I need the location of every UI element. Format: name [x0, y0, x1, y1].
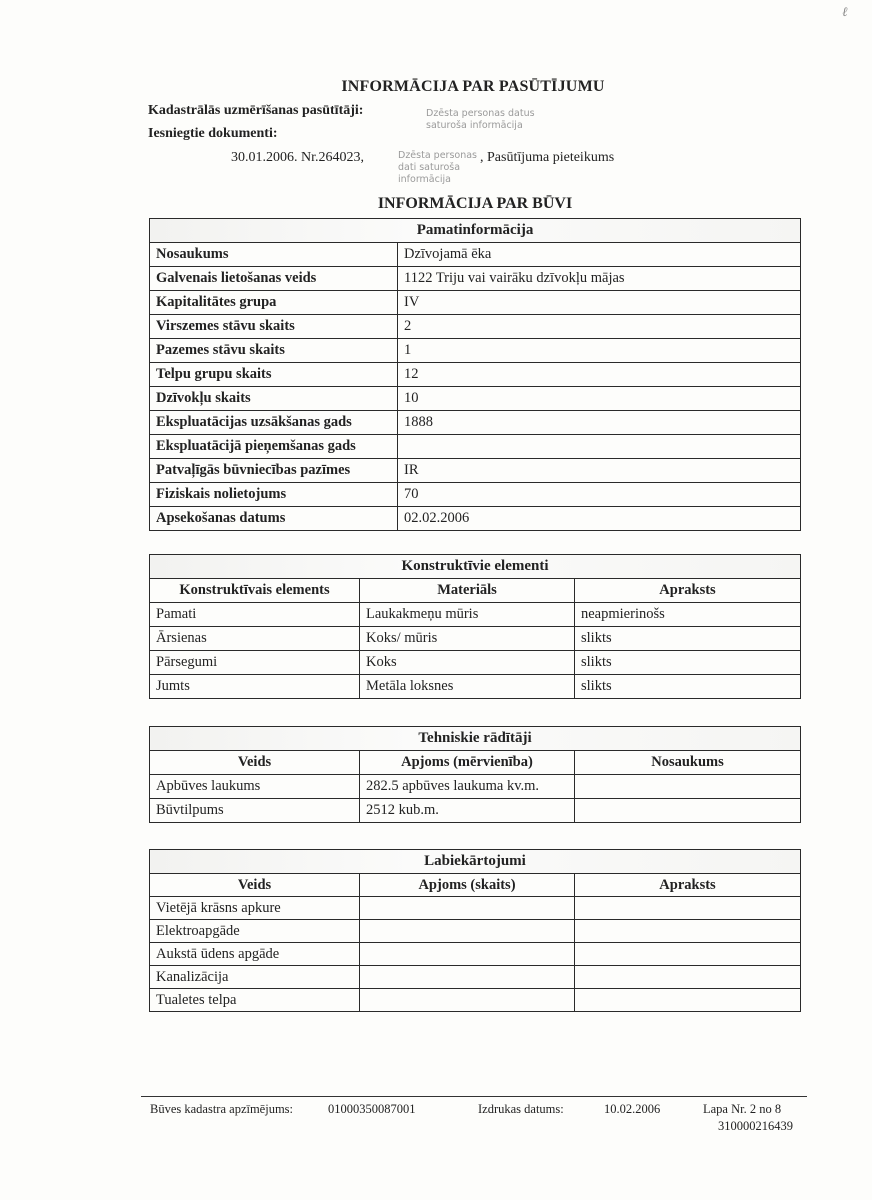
amenities-column-header: Apjoms (skaits) [360, 874, 575, 897]
amenities-table [149, 849, 801, 1012]
basic-info-row [150, 243, 801, 267]
amenities-cell [575, 966, 801, 989]
basic-info-row [150, 387, 801, 411]
technical-cell [575, 775, 801, 799]
amenities-row [150, 989, 801, 1012]
construction-row [150, 627, 801, 651]
construction-cell: Jumts [150, 675, 360, 699]
technical-cell [575, 799, 801, 823]
construction-column-header: Apraksts [575, 579, 801, 603]
basic-info-row [150, 507, 801, 531]
basic-info-key: Kapitalitātes grupa [150, 291, 398, 315]
basic-info-value: 1 [398, 339, 801, 363]
basic-info-row [150, 267, 801, 291]
basic-info-caption: Pamatinformācija [150, 219, 801, 243]
basic-info-key: Dzīvokļu skaits [150, 387, 398, 411]
cadastre-value: 01000350087001 [328, 1102, 416, 1116]
basic-info-key: Virszemes stāvu skaits [150, 315, 398, 339]
basic-info-row [150, 483, 801, 507]
document-number: 310000216439 [718, 1119, 793, 1133]
print-date-label: Izdrukas datums: [478, 1102, 564, 1116]
customer-label: Kadastrālās uzmērīšanas pasūtītāji: [148, 103, 364, 118]
construction-cell: Pamati [150, 603, 360, 627]
amenities-cell [575, 943, 801, 966]
construction-caption: Konstruktīvie elementi [150, 555, 801, 579]
technical-cell: Apbūves laukums [150, 775, 360, 799]
page-number: Lapa Nr. 2 no 8 [703, 1102, 782, 1116]
building-section-title: INFORMĀCIJA PAR BŪVI [377, 195, 573, 212]
basic-info-value: 1122 Triju vai vairāku dzīvokļu mājas [398, 267, 801, 291]
basic-info-table [149, 218, 801, 531]
technical-cell: 2512 kub.m. [360, 799, 575, 823]
amenities-row [150, 943, 801, 966]
basic-info-row [150, 459, 801, 483]
basic-info-key: Nosaukums [150, 243, 398, 267]
basic-info-value: 2 [398, 315, 801, 339]
basic-info-value: 1888 [398, 411, 801, 435]
documents-redacted-stamp: Dzēsta personas dati saturoša informācija [398, 150, 477, 185]
basic-info-value: 12 [398, 363, 801, 387]
amenities-column-header: Veids [150, 874, 360, 897]
basic-info-key: Telpu grupu skaits [150, 363, 398, 387]
customer-redacted-stamp: Dzēsta personas datus saturoša informācija [426, 108, 535, 131]
construction-cell: slikts [575, 675, 801, 699]
construction-cell: Pārsegumi [150, 651, 360, 675]
amenities-cell [360, 897, 575, 920]
construction-cell: neapmierinošs [575, 603, 801, 627]
documents-reference: 30.01.2006. Nr.264023, [231, 150, 364, 165]
amenities-row [150, 966, 801, 989]
basic-info-value [398, 435, 801, 459]
technical-cell: 282.5 apbūves laukuma kv.m. [360, 775, 575, 799]
construction-cell: Koks [360, 651, 575, 675]
construction-row [150, 651, 801, 675]
amenities-cell [360, 989, 575, 1012]
basic-info-key: Galvenais lietošanas veids [150, 267, 398, 291]
construction-cell: Koks/ mūris [360, 627, 575, 651]
basic-info-row [150, 363, 801, 387]
technical-table [149, 726, 801, 823]
technical-row [150, 799, 801, 823]
amenities-header-row [150, 874, 801, 897]
amenities-cell [360, 920, 575, 943]
technical-caption: Tehniskie rādītāji [150, 727, 801, 751]
amenities-cell [360, 943, 575, 966]
basic-info-key: Pazemes stāvu skaits [150, 339, 398, 363]
basic-info-key: Ekspluatācijā pieņemšanas gads [150, 435, 398, 459]
basic-info-value: IR [398, 459, 801, 483]
basic-info-row [150, 339, 801, 363]
construction-cell: Ārsienas [150, 627, 360, 651]
basic-info-value: 02.02.2006 [398, 507, 801, 531]
basic-info-row [150, 315, 801, 339]
amenities-row [150, 897, 801, 920]
footer-divider [141, 1096, 807, 1097]
construction-cell: slikts [575, 627, 801, 651]
amenities-cell [575, 897, 801, 920]
basic-info-key: Apsekošanas datums [150, 507, 398, 531]
basic-info-value: 70 [398, 483, 801, 507]
amenities-cell: Elektroapgāde [150, 920, 360, 943]
print-date-value: 10.02.2006 [604, 1102, 661, 1116]
basic-info-value: Dzīvojamā ēka [398, 243, 801, 267]
handwritten-mark: ℓ [842, 4, 848, 19]
amenities-cell: Kanalizācija [150, 966, 360, 989]
construction-header-row [150, 579, 801, 603]
documents-label: Iesniegtie dokumenti: [148, 126, 278, 141]
amenities-column-header: Apraksts [575, 874, 801, 897]
amenities-cell [575, 920, 801, 943]
construction-cell: slikts [575, 651, 801, 675]
basic-info-row [150, 435, 801, 459]
basic-info-key: Fiziskais nolietojums [150, 483, 398, 507]
technical-header-row [150, 751, 801, 775]
amenities-cell: Aukstā ūdens apgāde [150, 943, 360, 966]
basic-info-value: 10 [398, 387, 801, 411]
amenities-cell [360, 966, 575, 989]
construction-row [150, 603, 801, 627]
cadastre-label: Būves kadastra apzīmējums: [150, 1102, 294, 1116]
amenities-row [150, 920, 801, 943]
amenities-cell [575, 989, 801, 1012]
technical-column-header: Veids [150, 751, 360, 775]
amenities-cell: Tualetes telpa [150, 989, 360, 1012]
order-title: INFORMĀCIJA PAR PASŪTĪJUMU [341, 78, 605, 95]
construction-column-header: Konstruktīvais elements [150, 579, 360, 603]
construction-table [149, 554, 801, 699]
technical-cell: Būvtilpums [150, 799, 360, 823]
amenities-cell: Vietējā krāsns apkure [150, 897, 360, 920]
basic-info-row [150, 291, 801, 315]
basic-info-value: IV [398, 291, 801, 315]
technical-column-header: Apjoms (mērvienība) [360, 751, 575, 775]
basic-info-key: Patvaļīgās būvniecības pazīmes [150, 459, 398, 483]
construction-column-header: Materiāls [360, 579, 575, 603]
documents-type: , Pasūtījuma pieteikums [480, 150, 615, 165]
construction-row [150, 675, 801, 699]
technical-column-header: Nosaukums [575, 751, 801, 775]
basic-info-key: Ekspluatācijas uzsākšanas gads [150, 411, 398, 435]
technical-row [150, 775, 801, 799]
construction-cell: Metāla loksnes [360, 675, 575, 699]
construction-cell: Laukakmeņu mūris [360, 603, 575, 627]
basic-info-row [150, 411, 801, 435]
amenities-caption: Labiekārtojumi [150, 850, 801, 874]
